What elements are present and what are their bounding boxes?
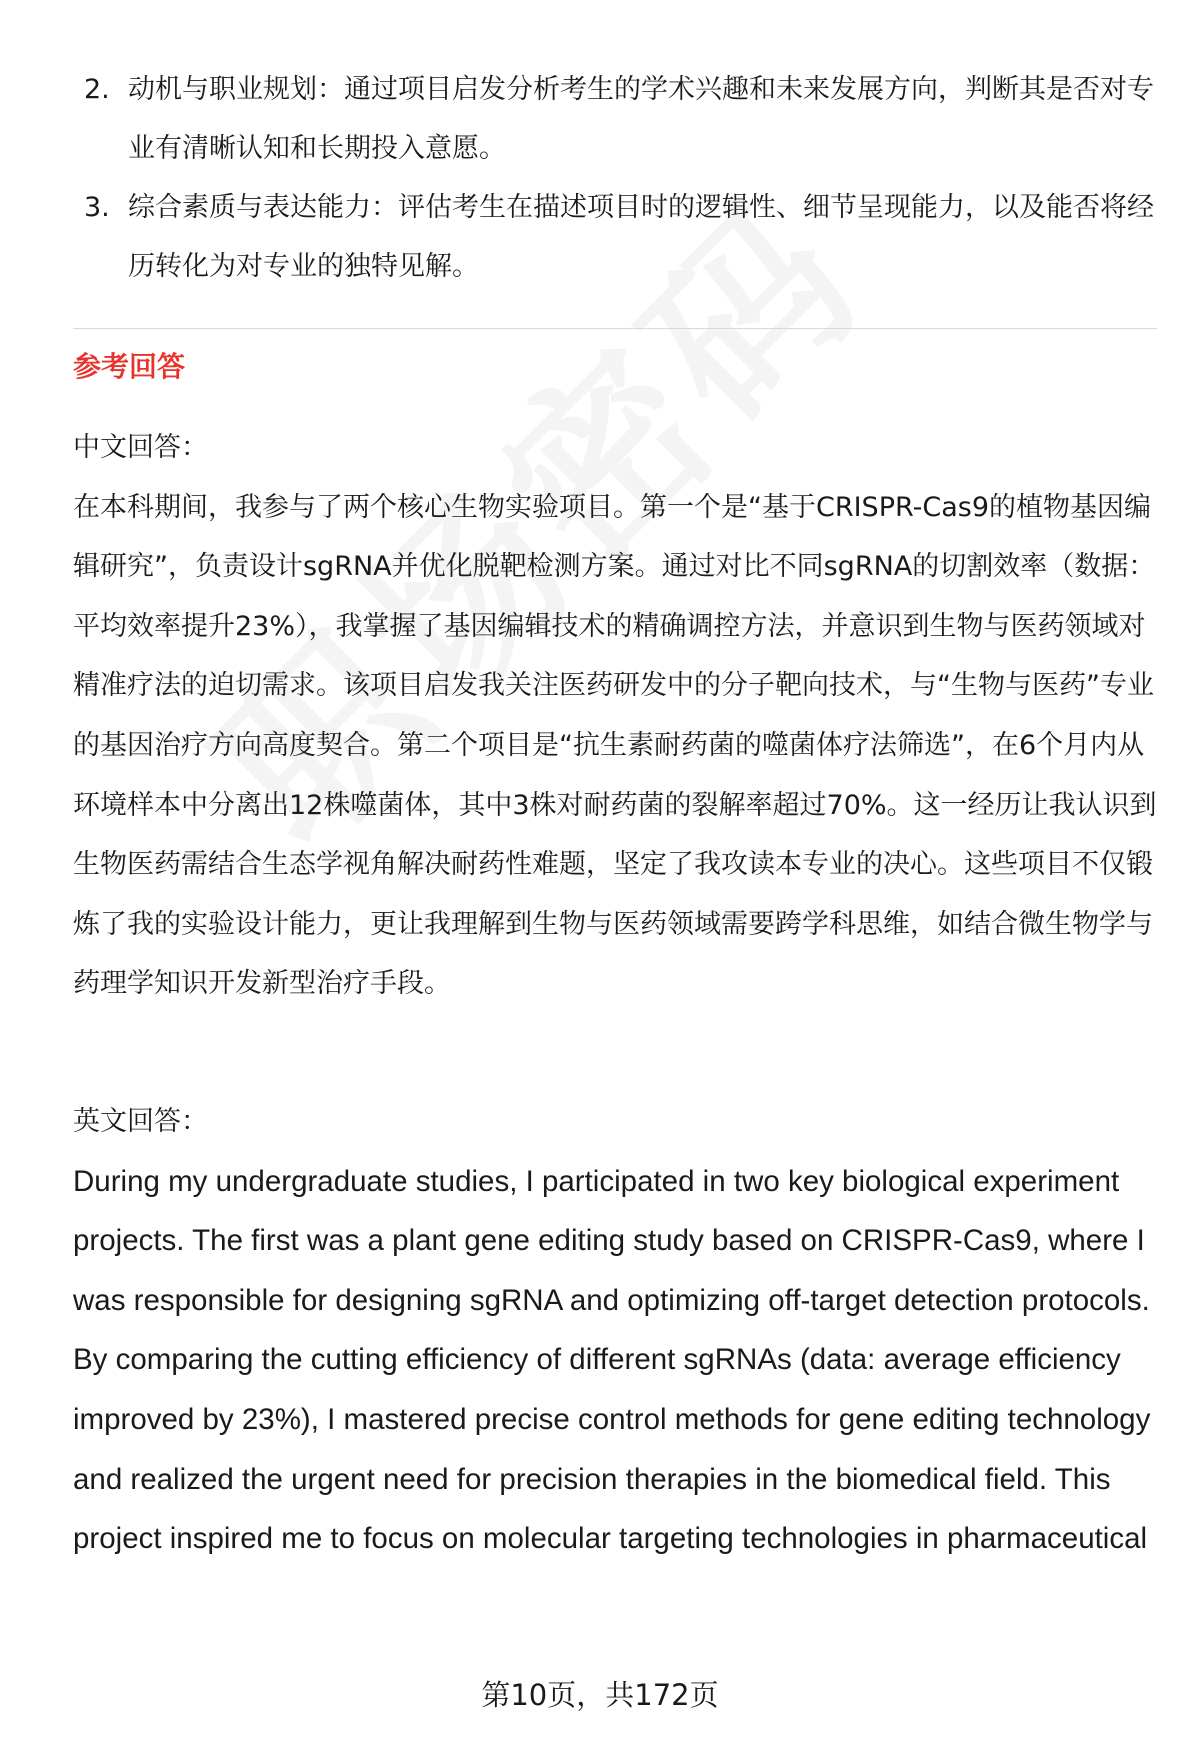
list-number: 2. [84, 74, 110, 105]
list-item [84, 178, 1164, 296]
english-answer [73, 1092, 1161, 1569]
divider [73, 328, 1157, 329]
criteria-list [84, 60, 1164, 296]
english-answer-body: During my undergraduate studies, I participated in two key biological experiment projects. The first was a plant gene editing study based on CRISPR-Cas9, where I was responsible for designing sgRNA and optimizing off-target detection protocols. By comparing the cutting efficiency of different sgRNAs (data: average efficiency improved by 23%), I mastered precise control methods for gene editing technology and realized the urgent need for precision therapies in the biomedical field. This project inspired me to focus on molecular targeting technologies in pharmaceutical [73, 1164, 1151, 1556]
list-item [84, 60, 1164, 178]
english-answer-label: 英文回答： [73, 1106, 208, 1137]
list-text: 动机与职业规划：通过项目启发分析考生的学术兴趣和未来发展方向，判断其是否对专业有清晰认知和长期投入意愿。 [128, 74, 1154, 164]
chinese-answer [73, 418, 1161, 1014]
chinese-answer-label: 中文回答： [73, 432, 208, 463]
list-number: 3. [84, 192, 110, 223]
chinese-answer-body: 在本科期间，我参与了两个核心生物实验项目。第一个是“基于CRISPR-Cas9的植物基因编辑研究”，负责设计sgRNA并优化脱靶检测方案。通过对比不同sgRNA的切割效率（数据：平均效率提升23%），我掌握了基因编辑技术的精确调控方法，并意识到生物与医药领域对精准疗法的迫切需求。该项目启发我关注医药研发中的分子靶向技术，与“生物与医药”专业的基因治疗方向高度契合。第二个项目是“抗生素耐药菌的噬菌体疗法筛选”，在6个月内从环境样本中分离出12株噬菌体，其中3株对耐药菌的裂解率超过70%。这一经历让我认识到生物医药需结合生态学视角解决耐药性难题，坚定了我攻读本专业的决心。这些项目不仅锻炼了我的实验设计能力，更让我理解到生物与医药领域需要跨学科思维，如结合微生物学与药理学知识开发新型治疗手段。 [73, 491, 1157, 1000]
list-text: 综合素质与表达能力：评估考生在描述项目时的逻辑性、细节呈现能力，以及能否将经历转化为对专业的独特见解。 [128, 192, 1154, 282]
section-title: 参考回答 [73, 350, 186, 383]
page-footer: 第10页，共172页 [481, 1678, 719, 1712]
